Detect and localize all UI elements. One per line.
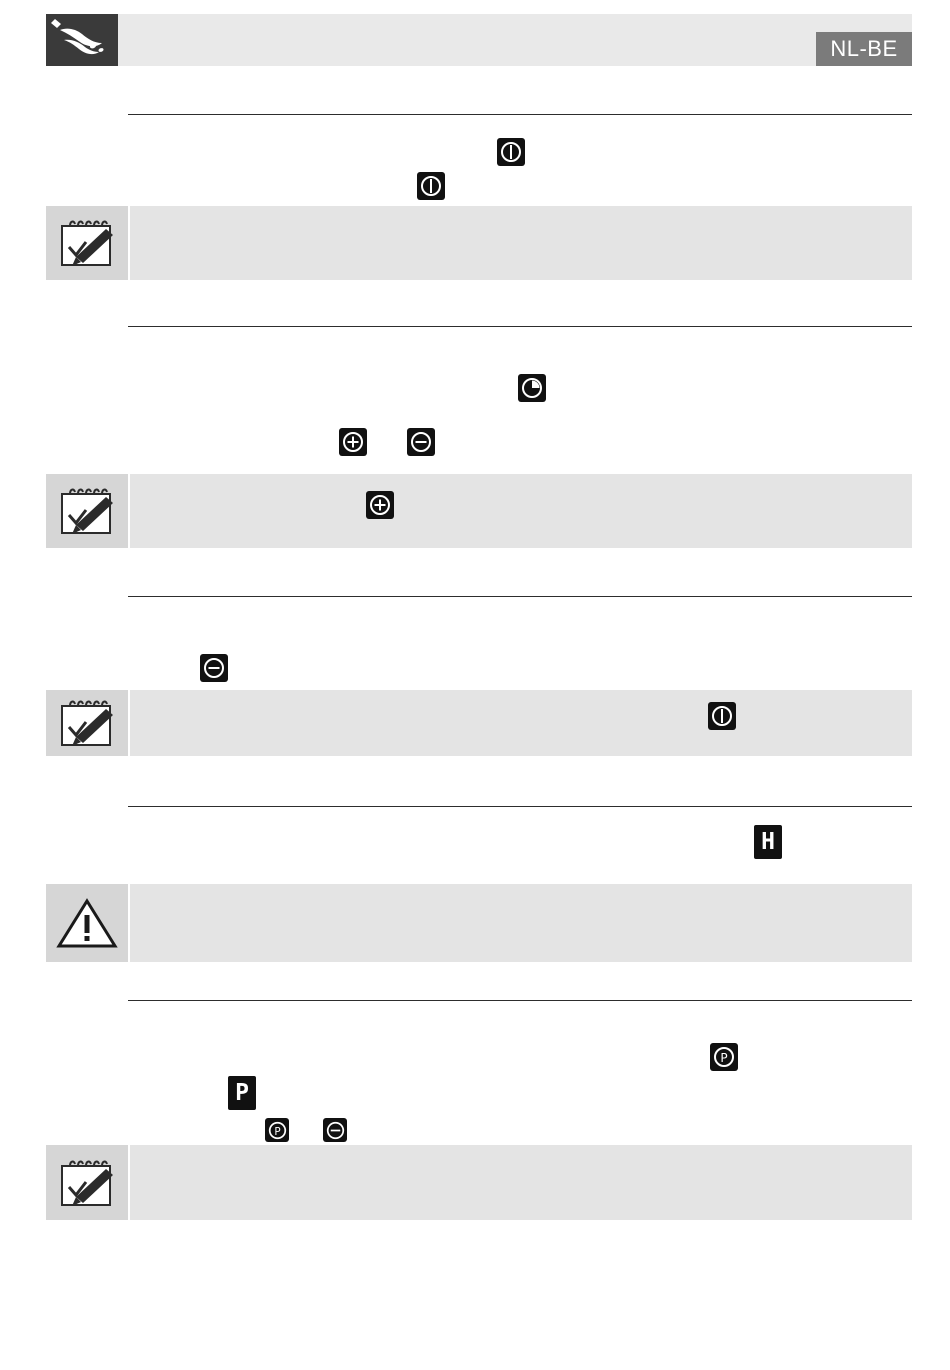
notepad-pencil-icon [46,474,130,548]
warning-block [46,884,912,962]
warning-text [130,884,912,962]
language-badge: NL-BE [816,32,912,66]
notepad-glyph [56,1157,118,1209]
svg-text:P: P [720,1051,728,1065]
power-key-icon[interactable] [417,172,445,200]
plus-glyph [339,428,367,456]
minus-key-icon[interactable] [200,654,228,682]
section-divider [128,326,912,327]
power-glyph [417,172,445,200]
power-glyph [497,138,525,166]
svg-text:P: P [273,1125,281,1138]
note-block [46,1145,912,1220]
note-block [46,690,912,756]
plus-key-icon[interactable] [366,491,394,519]
note-text [130,690,912,756]
whisk-logo-icon [46,14,118,66]
minus-key-icon[interactable] [407,428,435,456]
power-key-icon[interactable] [497,138,525,166]
plus-key-icon[interactable] [339,428,367,456]
section-divider [128,114,912,115]
display-h-indicator [754,825,782,859]
display-p-glyph: P [235,1079,249,1106]
notepad-pencil-icon [46,690,130,756]
section-divider [128,596,912,597]
section-divider [128,806,912,807]
note-block [46,474,912,548]
note-text [130,206,912,280]
section-divider [128,1000,912,1001]
pause-key-icon[interactable] [710,1043,738,1071]
section-5 [0,1000,950,1230]
notepad-glyph [56,217,118,269]
header-bar [118,14,912,66]
timer-key-icon[interactable] [518,374,546,402]
power-glyph [708,702,736,730]
note-text [130,474,912,548]
minus-glyph [200,654,228,682]
warning-glyph [56,896,118,950]
notepad-glyph [56,485,118,537]
pause-key-icon[interactable] [265,1118,289,1142]
minus-key-icon[interactable] [323,1118,347,1142]
minus-glyph [323,1118,347,1142]
notepad-pencil-icon [46,206,130,280]
note-block [46,206,912,280]
notepad-pencil-icon [46,1145,130,1220]
minus-glyph [407,428,435,456]
section-4 [0,806,950,976]
power-key-icon[interactable] [708,702,736,730]
display-p-indicator [228,1076,256,1110]
section-1 [0,114,950,284]
notepad-glyph [56,697,118,749]
pause-glyph [265,1118,289,1142]
page-header [46,14,912,66]
display-h-glyph: H [761,828,775,855]
note-text [130,1145,912,1220]
timer-glyph [518,374,546,402]
pause-glyph [710,1043,738,1071]
plus-glyph [366,491,394,519]
section-2 [0,326,950,546]
warning-triangle-icon [46,884,130,962]
section-3 [0,596,950,766]
